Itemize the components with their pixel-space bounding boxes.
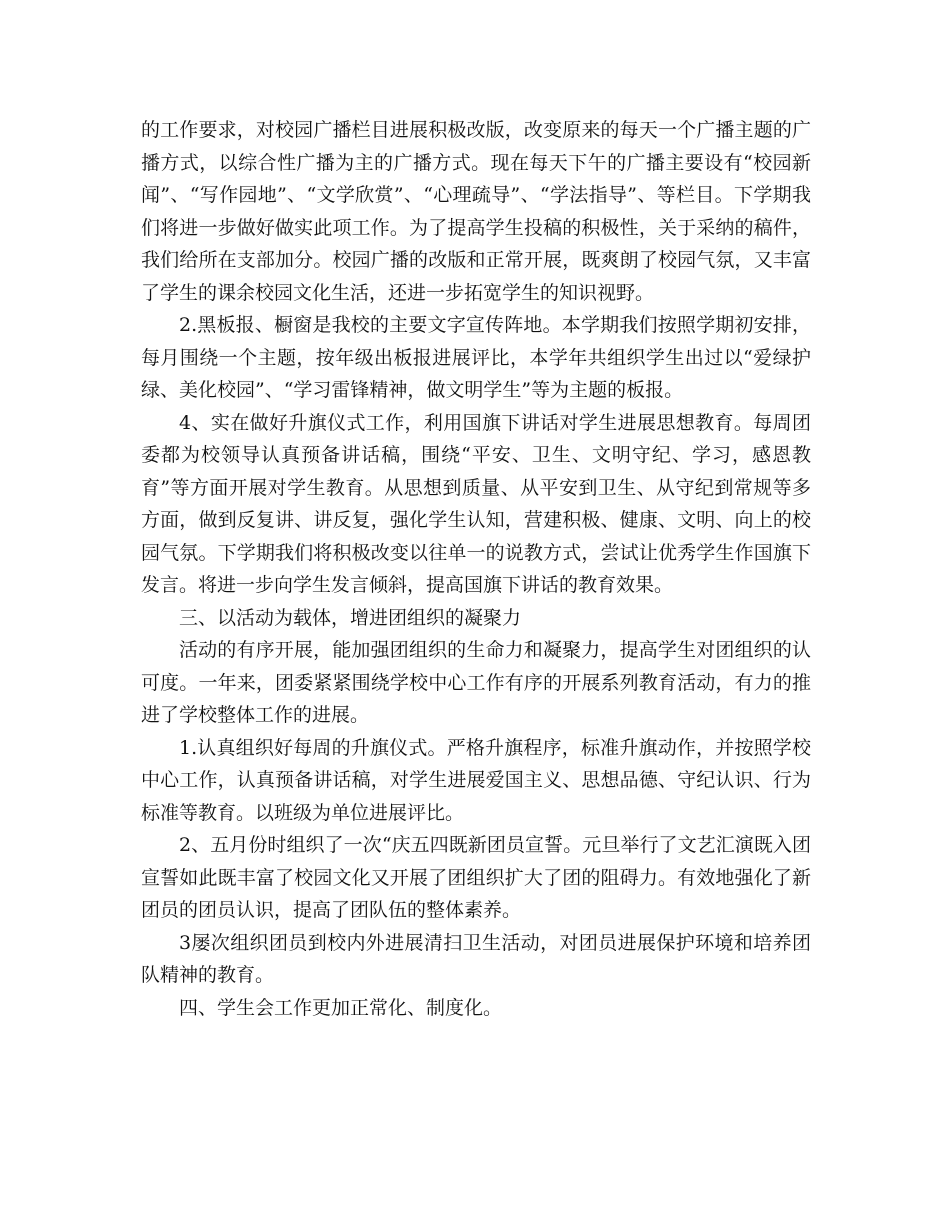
paragraph: 2.黑板报、橱窗是我校的主要文字宣传阵地。本学期我们按照学期初安排，每月围绕一个主题，按年级出板报进展评比，本学年共组织学生出过以“爱绿护绿、美化校园”、“学习雷锋精神，做文明学生”等为主题的板报。 [141,314,811,401]
paragraph: 3屡次组织团员到校内外进展清扫卫生活动，对团员进展保护环境和培养团队精神的教育。 [141,931,811,986]
section-heading: 四、学生会工作更加正常化、制度化。 [179,996,503,1019]
document-body [141,114,811,1024]
paragraph: 的工作要求，对校园广播栏目进展积极改版，改变原来的每天一个广播主题的广播方式，以综合性广播为主的广播方式。现在每天下午的广播主要设有“校园新闻”、“写作园地”、“文学欣赏”、“心理疏导”、“学法指导”、等栏目。下学期我们将进一步做好做实此项工作。为了提高学生投稿的积极性，关于采纳的稿件，我们给所在支部加分。校园广播的改版和正常开展，既爽朗了校园气氛，又丰富了学生的课余校园文化生活，还进一步拓宽学生的知识视野。 [141,119,811,304]
paragraph: 1.认真组织好每周的升旗仪式。严格升旗程序，标准升旗动作，并按照学校中心工作，认真预备讲话稿，对学生进展爱国主义、思想品德、守纪认识、行为标准等教育。以班级为单位进展评比。 [141,736,811,824]
paragraph: 活动的有序开展，能加强团组织的生命力和凝聚力，提高学生对团组织的认可度。一年来，团委紧紧围绕学校中心工作有序的开展系列教育活动，有力的推进了学校整体工作的进展。 [141,639,811,726]
section-heading: 三、以活动为载体，增进团组织的凝聚力 [179,606,522,629]
paragraph: 4、实在做好升旗仪式工作，利用国旗下讲话对学生进展思想教育。每周团委都为校领导认真预备讲话稿，围绕“平安、卫生、文明守纪、学习，感恩教育”等方面开展对学生教育。从思想到质量、从平安到卫生、从守纪到常规等多方面，做到反复讲、讲反复，强化学生认知，营建积极、健康、文明、向上的校园气氛。下学期我们将积极改变以往单一的说教方式，尝试让优秀学生作国旗下发言。将进一步向学生发言倾斜，提高国旗下讲话的教育效果。 [141,411,811,596]
paragraph: 2、五月份时组织了一次“庆五四既新团员宣誓。元旦举行了文艺汇演既入团宣誓如此既丰富了校园文化又开展了团组织扩大了团的阻碍力。有效地强化了新团员的团员认识，提高了团队伍的整体素养。 [141,834,811,921]
